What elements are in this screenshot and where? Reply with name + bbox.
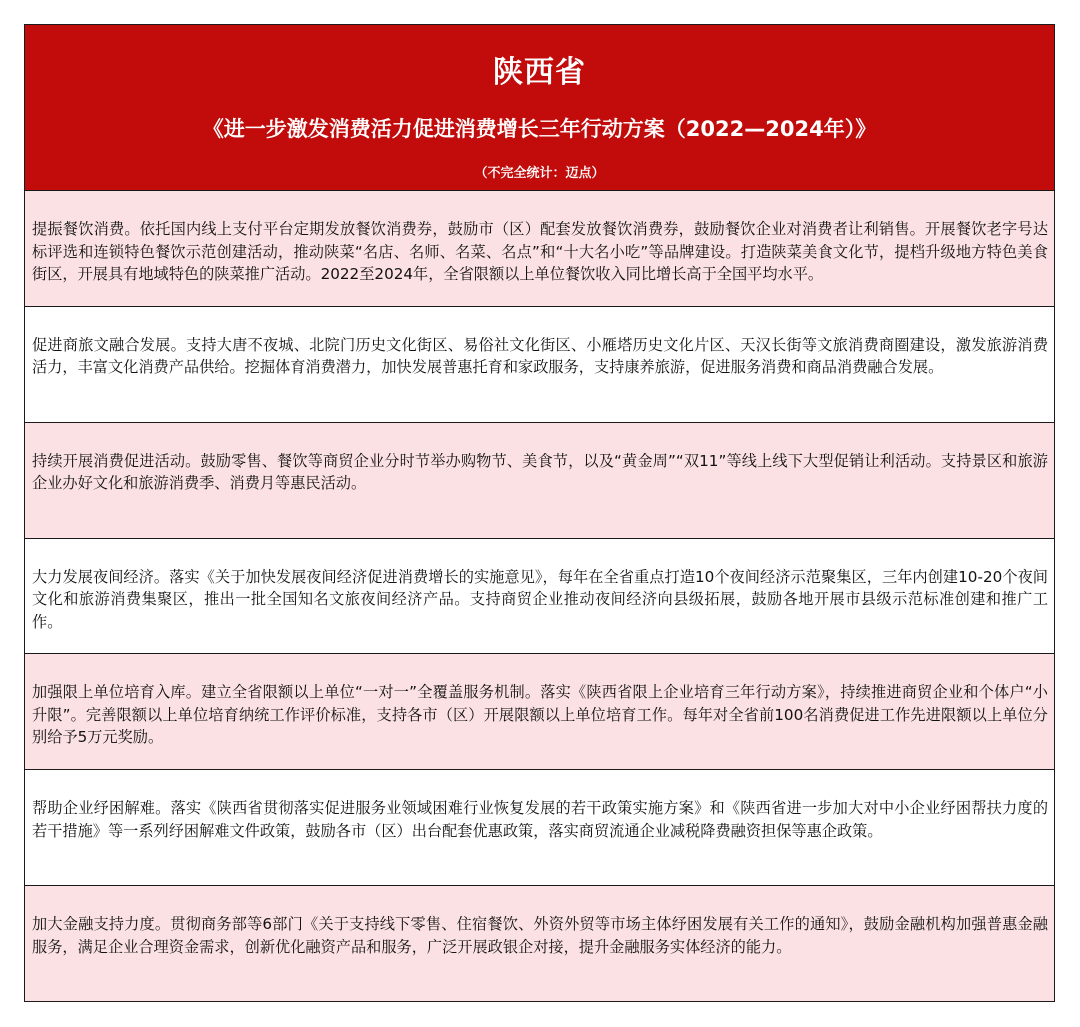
table-row: 加强限上单位培育入库。建立全省限额以上单位“一对一”全覆盖服务机制。落实《陕西省限上企业培育三年行动方案》，持续推进商贸企业和个体户“小升限”。完善限额以上单位培育纳统工作评价标准，支持各市（区）开展限额以上单位培育工作。每年对全省前100名消费促进工作先进限额以上单位分别给予5万元奖励。 <box>25 654 1054 770</box>
table-row: 加大金融支持力度。贯彻商务部等6部门《关于支持线下零售、住宿餐饮、外资外贸等市场主体纾困发展有关工作的通知》，鼓励金融机构加强普惠金融服务，满足企业合理资金需求，创新优化融资产品和服务，广泛开展政银企对接，提升金融服务实体经济的能力。 <box>25 886 1054 1001</box>
table-row: 持续开展消费促进活动。鼓励零售、餐饮等商贸企业分时节举办购物节、美食节，以及“黄金周”“双11”等线上线下大型促销让利活动。支持景区和旅游企业办好文化和旅游消费季、消费月等惠民活动。 <box>25 423 1054 539</box>
policy-table <box>24 24 1055 1002</box>
table-row: 大力发展夜间经济。落实《关于加快发展夜间经济促进消费增长的实施意见》，每年在全省重点打造10个夜间经济示范聚集区，三年内创建10-20个夜间文化和旅游消费集聚区，推出一批全国知名文旅夜间经济产品。支持商贸企业推动夜间经济向县级拓展，鼓励各地开展市县级示范标准创建和推广工作。 <box>25 539 1054 655</box>
table-row: 提振餐饮消费。依托国内线上支付平台定期发放餐饮消费券，鼓励市（区）配套发放餐饮消费券，鼓励餐饮企业对消费者让利销售。开展餐饮老字号达标评选和连锁特色餐饮示范创建活动，推动陕菜“名店、名师、名菜、名点”和“十大名小吃”等品牌建设。打造陕菜美食文化节，提档升级地方特色美食街区，开展具有地域特色的陕菜推广活动。2022至2024年，全省限额以上单位餐饮收入同比增长高于全国平均水平。 <box>25 191 1054 307</box>
source-note: （不完全统计：迈点） <box>474 166 605 181</box>
table-header <box>25 25 1054 191</box>
table-row: 促进商旅文融合发展。支持大唐不夜城、北院门历史文化街区、易俗社文化街区、小雁塔历史文化片区、天汉长街等文旅消费商圈建设，激发旅游消费活力，丰富文化消费产品供给。挖掘体育消费潜力，加快发展普惠托育和家政服务，支持康养旅游，促进服务消费和商品消费融合发展。 <box>25 307 1054 423</box>
document-subtitle: 《进一步激发消费活力促进消费增长三年行动方案（2022—2024年）》 <box>202 117 877 141</box>
page-title: 陕西省 <box>493 55 586 90</box>
table-row: 帮助企业纾困解难。落实《陕西省贯彻落实促进服务业领域困难行业恢复发展的若干政策实施方案》和《陕西省进一步加大对中小企业纾困帮扶力度的若干措施》等一系列纾困解难文件政策，鼓励各市（区）出台配套优惠政策，落实商贸流通企业减税降费融资担保等惠企政策。 <box>25 770 1054 886</box>
